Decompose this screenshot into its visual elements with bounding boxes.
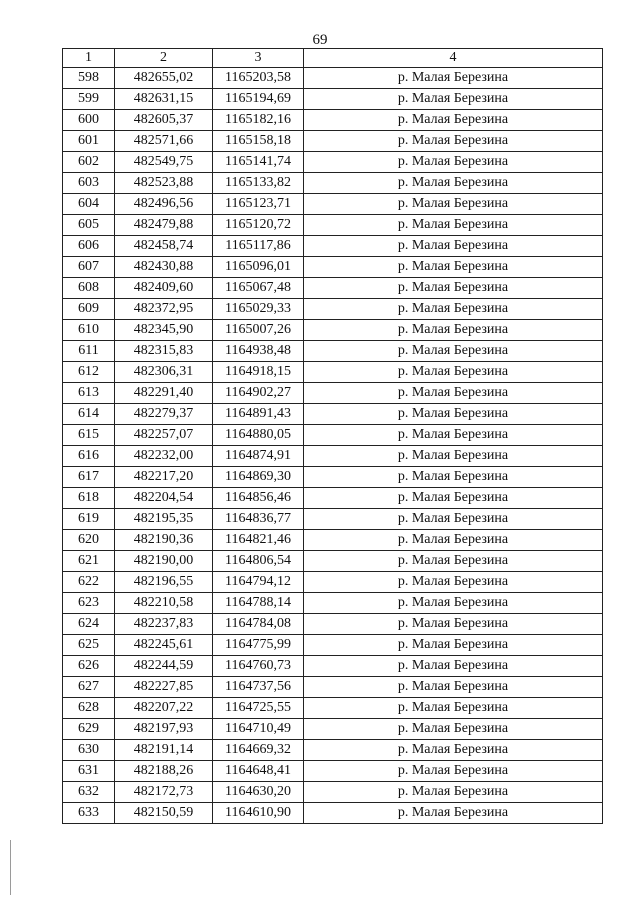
table-row	[63, 467, 603, 488]
cell-description: р. Малая Березина	[304, 320, 603, 341]
cell-description: р. Малая Березина	[304, 467, 603, 488]
cell-x-coordinate: 482245,61	[115, 635, 213, 656]
cell-description: р. Малая Березина	[304, 215, 603, 236]
cell-description: р. Малая Березина	[304, 614, 603, 635]
cell-description: р. Малая Березина	[304, 719, 603, 740]
cell-point-number: 625	[63, 635, 115, 656]
table-row	[63, 761, 603, 782]
cell-description: р. Малая Березина	[304, 656, 603, 677]
cell-x-coordinate: 482191,14	[115, 740, 213, 761]
cell-description: р. Малая Березина	[304, 383, 603, 404]
table-row	[63, 446, 603, 467]
cell-x-coordinate: 482210,58	[115, 593, 213, 614]
cell-point-number: 628	[63, 698, 115, 719]
cell-point-number: 602	[63, 152, 115, 173]
cell-description: р. Малая Березина	[304, 68, 603, 89]
table-row	[63, 110, 603, 131]
cell-description: р. Малая Березина	[304, 782, 603, 803]
cell-y-coordinate: 1164775,99	[213, 635, 304, 656]
cell-y-coordinate: 1164784,08	[213, 614, 304, 635]
cell-y-coordinate: 1164856,46	[213, 488, 304, 509]
cell-point-number: 618	[63, 488, 115, 509]
table-row	[63, 698, 603, 719]
cell-y-coordinate: 1164836,77	[213, 509, 304, 530]
cell-point-number: 614	[63, 404, 115, 425]
cell-point-number: 608	[63, 278, 115, 299]
cell-y-coordinate: 1164880,05	[213, 425, 304, 446]
cell-point-number: 599	[63, 89, 115, 110]
cell-description: р. Малая Березина	[304, 572, 603, 593]
cell-y-coordinate: 1164710,49	[213, 719, 304, 740]
table-row	[63, 677, 603, 698]
cell-description: р. Малая Березина	[304, 89, 603, 110]
cell-description: р. Малая Березина	[304, 698, 603, 719]
cell-x-coordinate: 482409,60	[115, 278, 213, 299]
table-row	[63, 131, 603, 152]
cell-y-coordinate: 1164630,20	[213, 782, 304, 803]
cell-point-number: 598	[63, 68, 115, 89]
cell-description: р. Малая Березина	[304, 404, 603, 425]
cell-description: р. Малая Березина	[304, 299, 603, 320]
table-row	[63, 530, 603, 551]
cell-y-coordinate: 1164869,30	[213, 467, 304, 488]
table-row	[63, 635, 603, 656]
cell-y-coordinate: 1164918,15	[213, 362, 304, 383]
header-col-3: 3	[213, 49, 304, 68]
cell-point-number: 604	[63, 194, 115, 215]
cell-point-number: 609	[63, 299, 115, 320]
cell-x-coordinate: 482315,83	[115, 341, 213, 362]
cell-point-number: 630	[63, 740, 115, 761]
cell-point-number: 632	[63, 782, 115, 803]
cell-x-coordinate: 482372,95	[115, 299, 213, 320]
cell-point-number: 631	[63, 761, 115, 782]
cell-x-coordinate: 482196,55	[115, 572, 213, 593]
cell-point-number: 611	[63, 341, 115, 362]
header-col-1: 1	[63, 49, 115, 68]
table-row	[63, 341, 603, 362]
coordinates-table	[62, 48, 603, 824]
cell-description: р. Малая Березина	[304, 509, 603, 530]
cell-point-number: 615	[63, 425, 115, 446]
cell-description: р. Малая Березина	[304, 341, 603, 362]
cell-description: р. Малая Березина	[304, 740, 603, 761]
cell-point-number: 624	[63, 614, 115, 635]
table-row	[63, 383, 603, 404]
cell-point-number: 623	[63, 593, 115, 614]
cell-x-coordinate: 482232,00	[115, 446, 213, 467]
table-row	[63, 257, 603, 278]
table-row	[63, 656, 603, 677]
cell-x-coordinate: 482190,36	[115, 530, 213, 551]
cell-description: р. Малая Березина	[304, 152, 603, 173]
table-row	[63, 488, 603, 509]
cell-description: р. Малая Березина	[304, 761, 603, 782]
cell-description: р. Малая Березина	[304, 677, 603, 698]
cell-x-coordinate: 482207,22	[115, 698, 213, 719]
cell-x-coordinate: 482345,90	[115, 320, 213, 341]
cell-x-coordinate: 482279,37	[115, 404, 213, 425]
cell-y-coordinate: 1164737,56	[213, 677, 304, 698]
cell-description: р. Малая Березина	[304, 236, 603, 257]
table-row	[63, 593, 603, 614]
cell-y-coordinate: 1165029,33	[213, 299, 304, 320]
table-row	[63, 803, 603, 824]
cell-point-number: 620	[63, 530, 115, 551]
cell-point-number: 627	[63, 677, 115, 698]
cell-description: р. Малая Березина	[304, 362, 603, 383]
cell-y-coordinate: 1165067,48	[213, 278, 304, 299]
cell-description: р. Малая Березина	[304, 446, 603, 467]
cell-point-number: 601	[63, 131, 115, 152]
cell-description: р. Малая Березина	[304, 110, 603, 131]
cell-x-coordinate: 482237,83	[115, 614, 213, 635]
cell-x-coordinate: 482291,40	[115, 383, 213, 404]
cell-y-coordinate: 1165096,01	[213, 257, 304, 278]
cell-x-coordinate: 482631,15	[115, 89, 213, 110]
margin-mark	[10, 840, 11, 895]
cell-y-coordinate: 1165141,74	[213, 152, 304, 173]
table-row	[63, 614, 603, 635]
cell-x-coordinate: 482605,37	[115, 110, 213, 131]
cell-y-coordinate: 1164902,27	[213, 383, 304, 404]
cell-description: р. Малая Березина	[304, 593, 603, 614]
cell-y-coordinate: 1165123,71	[213, 194, 304, 215]
page-number: 69	[312, 32, 328, 48]
cell-description: р. Малая Березина	[304, 488, 603, 509]
table-row	[63, 236, 603, 257]
table-row	[63, 719, 603, 740]
cell-x-coordinate: 482172,73	[115, 782, 213, 803]
cell-point-number: 616	[63, 446, 115, 467]
cell-x-coordinate: 482479,88	[115, 215, 213, 236]
cell-x-coordinate: 482496,56	[115, 194, 213, 215]
cell-description: р. Малая Березина	[304, 530, 603, 551]
cell-x-coordinate: 482549,75	[115, 152, 213, 173]
cell-point-number: 610	[63, 320, 115, 341]
table-row	[63, 404, 603, 425]
cell-description: р. Малая Березина	[304, 803, 603, 824]
table-row	[63, 215, 603, 236]
cell-point-number: 603	[63, 173, 115, 194]
cell-x-coordinate: 482244,59	[115, 656, 213, 677]
cell-point-number: 622	[63, 572, 115, 593]
cell-description: р. Малая Березина	[304, 173, 603, 194]
cell-y-coordinate: 1164938,48	[213, 341, 304, 362]
cell-point-number: 619	[63, 509, 115, 530]
cell-point-number: 621	[63, 551, 115, 572]
table-row	[63, 551, 603, 572]
cell-x-coordinate: 482190,00	[115, 551, 213, 572]
cell-y-coordinate: 1164648,41	[213, 761, 304, 782]
table-row	[63, 782, 603, 803]
cell-x-coordinate: 482257,07	[115, 425, 213, 446]
cell-y-coordinate: 1164725,55	[213, 698, 304, 719]
table-row	[63, 278, 603, 299]
cell-x-coordinate: 482306,31	[115, 362, 213, 383]
table-row	[63, 425, 603, 446]
cell-y-coordinate: 1165117,86	[213, 236, 304, 257]
table-header	[63, 49, 603, 68]
cell-y-coordinate: 1164874,91	[213, 446, 304, 467]
cell-x-coordinate: 482195,35	[115, 509, 213, 530]
cell-description: р. Малая Березина	[304, 131, 603, 152]
table-row	[63, 572, 603, 593]
table-row	[63, 173, 603, 194]
table-row	[63, 509, 603, 530]
table-row	[63, 740, 603, 761]
cell-description: р. Малая Березина	[304, 635, 603, 656]
table-row	[63, 89, 603, 110]
cell-description: р. Малая Березина	[304, 257, 603, 278]
cell-point-number: 612	[63, 362, 115, 383]
cell-y-coordinate: 1165120,72	[213, 215, 304, 236]
cell-y-coordinate: 1165007,26	[213, 320, 304, 341]
cell-point-number: 607	[63, 257, 115, 278]
cell-y-coordinate: 1164760,73	[213, 656, 304, 677]
cell-point-number: 606	[63, 236, 115, 257]
cell-description: р. Малая Березина	[304, 278, 603, 299]
cell-x-coordinate: 482571,66	[115, 131, 213, 152]
cell-y-coordinate: 1165133,82	[213, 173, 304, 194]
cell-x-coordinate: 482217,20	[115, 467, 213, 488]
cell-x-coordinate: 482197,93	[115, 719, 213, 740]
cell-description: р. Малая Березина	[304, 194, 603, 215]
cell-y-coordinate: 1164669,32	[213, 740, 304, 761]
cell-x-coordinate: 482655,02	[115, 68, 213, 89]
cell-point-number: 613	[63, 383, 115, 404]
cell-y-coordinate: 1164788,14	[213, 593, 304, 614]
cell-y-coordinate: 1165182,16	[213, 110, 304, 131]
header-col-2: 2	[115, 49, 213, 68]
cell-point-number: 633	[63, 803, 115, 824]
cell-description: р. Малая Березина	[304, 551, 603, 572]
cell-x-coordinate: 482458,74	[115, 236, 213, 257]
table-row	[63, 320, 603, 341]
cell-y-coordinate: 1165158,18	[213, 131, 304, 152]
header-row	[63, 49, 603, 68]
cell-x-coordinate: 482523,88	[115, 173, 213, 194]
table-body	[63, 68, 603, 824]
header-col-4: 4	[304, 49, 603, 68]
table-row	[63, 362, 603, 383]
cell-y-coordinate: 1164794,12	[213, 572, 304, 593]
cell-description: р. Малая Березина	[304, 425, 603, 446]
cell-y-coordinate: 1164891,43	[213, 404, 304, 425]
cell-point-number: 617	[63, 467, 115, 488]
cell-x-coordinate: 482188,26	[115, 761, 213, 782]
cell-x-coordinate: 482430,88	[115, 257, 213, 278]
table-row	[63, 194, 603, 215]
table-row	[63, 299, 603, 320]
cell-y-coordinate: 1164806,54	[213, 551, 304, 572]
cell-y-coordinate: 1164610,90	[213, 803, 304, 824]
cell-point-number: 605	[63, 215, 115, 236]
cell-y-coordinate: 1164821,46	[213, 530, 304, 551]
cell-x-coordinate: 482204,54	[115, 488, 213, 509]
cell-y-coordinate: 1165194,69	[213, 89, 304, 110]
table-row	[63, 68, 603, 89]
cell-point-number: 600	[63, 110, 115, 131]
cell-y-coordinate: 1165203,58	[213, 68, 304, 89]
cell-point-number: 626	[63, 656, 115, 677]
table-row	[63, 152, 603, 173]
cell-x-coordinate: 482227,85	[115, 677, 213, 698]
cell-x-coordinate: 482150,59	[115, 803, 213, 824]
cell-point-number: 629	[63, 719, 115, 740]
